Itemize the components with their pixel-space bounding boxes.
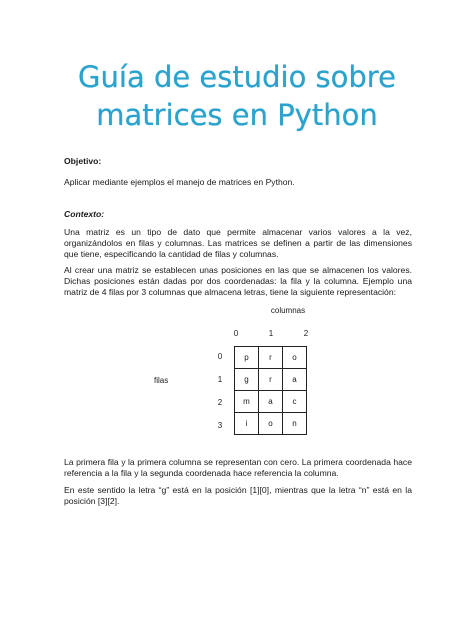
title-line-2: matrices en Python [96,98,378,132]
after-paragraph-2: En este sentido la letra “g” está en la posición [1][0], mientras que la letra “n” está en la posición [3][2]. [64,485,412,506]
objetivo-text: Aplicar mediante ejemplos el manejo de matrices en Python. [64,177,295,187]
matrix-row-3 [235,413,307,435]
matrix-grid [234,346,307,435]
matrix-row-0 [235,347,307,369]
matrix-cell: o [283,347,307,369]
matrix-cell: o [259,413,283,435]
matrix-cell: i [235,413,259,435]
col-index-0: 0 [233,329,239,338]
matrix-cell: c [283,391,307,413]
rows-label: filas [154,376,169,385]
matrix-cell: g [235,369,259,391]
matrix-cell: r [259,369,283,391]
columns-label: columnas [270,306,306,315]
after-paragraph-1: La primera fila y la primera columna se representan con cero. La primera coordenada hace referencia a la fila y la segunda coordenada hace referencia la columna. [64,457,412,478]
contexto-heading: Contexto: [64,209,105,219]
objetivo-heading: Objetivo: [64,156,102,166]
matrix-cell: a [283,369,307,391]
matrix-row-1 [235,369,307,391]
matrix-cell: p [235,347,259,369]
contexto-paragraph-1: Una matriz es un tipo de dato que permite almacenar varios valores a la vez, organizándolos en filas y columnas. Las matrices se definen a partir de las dimensiones que tiene, especificando la cantidad de filas y columnas. [64,227,412,259]
col-index-2: 2 [303,329,309,338]
matrix-cell: a [259,391,283,413]
col-index-1: 1 [268,329,274,338]
row-index-3: 3 [217,421,223,430]
contexto-paragraph-2: Al crear una matriz se establecen unas posiciones en las que se almacenen los valores. Dichas posiciones están dadas por dos coordenadas: la fila y la columna. Ejemplo una matriz de 4 filas por 3 columnas que almacena letras, tiene la siguiente representación: [64,265,412,297]
row-index-2: 2 [217,398,223,407]
title-line-1: Guía de estudio sobre [78,60,396,94]
matrix-row-2 [235,391,307,413]
row-index-1: 1 [217,375,223,384]
matrix-cell: n [283,413,307,435]
row-index-0: 0 [217,352,223,361]
matrix-cell: m [235,391,259,413]
document-title [0,58,474,134]
matrix-cell: r [259,347,283,369]
